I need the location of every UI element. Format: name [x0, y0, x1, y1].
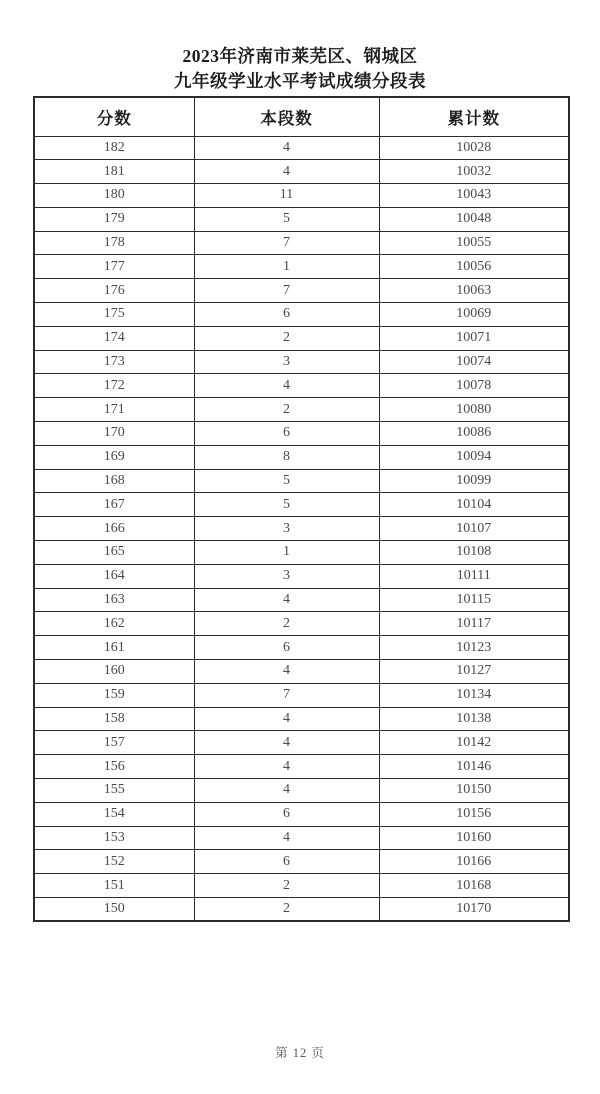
table-cell: 10134 [379, 683, 569, 707]
table-cell: 10071 [379, 326, 569, 350]
table-cell: 159 [34, 683, 194, 707]
table-cell: 169 [34, 445, 194, 469]
table-row [34, 350, 569, 374]
table-row [34, 731, 569, 755]
table-cell: 6 [194, 636, 379, 660]
table-cell: 157 [34, 731, 194, 755]
table-header-row [34, 97, 569, 136]
table-cell: 4 [194, 136, 379, 160]
score-distribution-table [33, 96, 570, 922]
table-row [34, 303, 569, 327]
table-cell: 7 [194, 231, 379, 255]
table-row [34, 898, 569, 922]
table-cell: 10123 [379, 636, 569, 660]
table-cell: 163 [34, 588, 194, 612]
table-row [34, 422, 569, 446]
table-row [34, 588, 569, 612]
table-cell: 10150 [379, 779, 569, 803]
table-row [34, 493, 569, 517]
table-cell: 172 [34, 374, 194, 398]
table-row [34, 850, 569, 874]
page-title [0, 44, 600, 94]
table-cell: 10166 [379, 850, 569, 874]
table-row [34, 469, 569, 493]
table-row [34, 398, 569, 422]
table-cell: 10111 [379, 564, 569, 588]
table-row [34, 184, 569, 208]
table-cell: 4 [194, 826, 379, 850]
table-row [34, 636, 569, 660]
table-cell: 10099 [379, 469, 569, 493]
table-cell: 158 [34, 707, 194, 731]
table-cell: 182 [34, 136, 194, 160]
table-row [34, 802, 569, 826]
table-cell: 165 [34, 541, 194, 565]
table-cell: 5 [194, 207, 379, 231]
table-cell: 10104 [379, 493, 569, 517]
table-row [34, 683, 569, 707]
table-row [34, 255, 569, 279]
table-cell: 167 [34, 493, 194, 517]
table-cell: 166 [34, 517, 194, 541]
table-cell: 156 [34, 755, 194, 779]
table-cell: 1 [194, 541, 379, 565]
table-cell: 10056 [379, 255, 569, 279]
table-cell: 1 [194, 255, 379, 279]
table-cell: 3 [194, 564, 379, 588]
table-row [34, 136, 569, 160]
table-row [34, 541, 569, 565]
table-cell: 179 [34, 207, 194, 231]
table-cell: 150 [34, 898, 194, 922]
table-cell: 10146 [379, 755, 569, 779]
table-cell: 151 [34, 874, 194, 898]
table-cell: 11 [194, 184, 379, 208]
table-cell: 6 [194, 850, 379, 874]
table-cell: 160 [34, 660, 194, 684]
table-cell: 10168 [379, 874, 569, 898]
table-cell: 168 [34, 469, 194, 493]
table-cell: 2 [194, 612, 379, 636]
table-row [34, 707, 569, 731]
table-cell: 10138 [379, 707, 569, 731]
table-cell: 8 [194, 445, 379, 469]
table-cell: 10069 [379, 303, 569, 327]
score-table-body [34, 136, 569, 921]
table-cell: 175 [34, 303, 194, 327]
table-cell: 10160 [379, 826, 569, 850]
table-cell: 155 [34, 779, 194, 803]
table-cell: 10156 [379, 802, 569, 826]
table-cell: 10055 [379, 231, 569, 255]
table-cell: 4 [194, 660, 379, 684]
table-cell: 170 [34, 422, 194, 446]
table-cell: 10127 [379, 660, 569, 684]
table-cell: 10117 [379, 612, 569, 636]
table-cell: 10028 [379, 136, 569, 160]
table-row [34, 826, 569, 850]
table-row [34, 564, 569, 588]
table-cell: 164 [34, 564, 194, 588]
table-cell: 2 [194, 398, 379, 422]
table-cell: 4 [194, 374, 379, 398]
table-cell: 4 [194, 160, 379, 184]
column-header-segment-count: 本段数 [194, 97, 379, 136]
table-cell: 4 [194, 755, 379, 779]
table-row [34, 231, 569, 255]
table-row [34, 160, 569, 184]
title-line-1: 2023年济南市莱芜区、钢城区 [182, 46, 418, 66]
table-cell: 5 [194, 493, 379, 517]
table-cell: 180 [34, 184, 194, 208]
table-row [34, 279, 569, 303]
table-cell: 2 [194, 874, 379, 898]
table-cell: 4 [194, 731, 379, 755]
table-cell: 10170 [379, 898, 569, 922]
table-cell: 177 [34, 255, 194, 279]
table-row [34, 445, 569, 469]
table-cell: 153 [34, 826, 194, 850]
table-cell: 7 [194, 683, 379, 707]
table-cell: 6 [194, 422, 379, 446]
table-cell: 174 [34, 326, 194, 350]
page-number: 第 12 页 [275, 1046, 325, 1060]
table-row [34, 612, 569, 636]
table-cell: 10086 [379, 422, 569, 446]
table-cell: 10063 [379, 279, 569, 303]
table-cell: 154 [34, 802, 194, 826]
column-header-score: 分数 [34, 97, 194, 136]
table-cell: 162 [34, 612, 194, 636]
title-line-2: 九年级学业水平考试成绩分段表 [174, 71, 426, 91]
table-cell: 4 [194, 588, 379, 612]
table-cell: 10108 [379, 541, 569, 565]
table-row [34, 779, 569, 803]
table-cell: 7 [194, 279, 379, 303]
table-cell: 178 [34, 231, 194, 255]
table-row [34, 207, 569, 231]
table-cell: 10043 [379, 184, 569, 208]
table-cell: 10094 [379, 445, 569, 469]
table-cell: 5 [194, 469, 379, 493]
table-row [34, 874, 569, 898]
table-cell: 10032 [379, 160, 569, 184]
table-row [34, 374, 569, 398]
table-cell: 6 [194, 802, 379, 826]
table-cell: 6 [194, 303, 379, 327]
table-cell: 10078 [379, 374, 569, 398]
table-cell: 10115 [379, 588, 569, 612]
table-row [34, 326, 569, 350]
table-cell: 3 [194, 517, 379, 541]
table-cell: 3 [194, 350, 379, 374]
table-cell: 152 [34, 850, 194, 874]
table-cell: 10080 [379, 398, 569, 422]
table-cell: 2 [194, 326, 379, 350]
table-cell: 10074 [379, 350, 569, 374]
table-cell: 181 [34, 160, 194, 184]
table-row [34, 660, 569, 684]
table-cell: 10107 [379, 517, 569, 541]
table-cell: 4 [194, 707, 379, 731]
table-row [34, 755, 569, 779]
table-cell: 10048 [379, 207, 569, 231]
column-header-cumulative-count: 累计数 [379, 97, 569, 136]
table-cell: 176 [34, 279, 194, 303]
table-cell: 4 [194, 779, 379, 803]
table-cell: 2 [194, 898, 379, 922]
table-cell: 173 [34, 350, 194, 374]
table-cell: 161 [34, 636, 194, 660]
table-cell: 171 [34, 398, 194, 422]
table-cell: 10142 [379, 731, 569, 755]
table-row [34, 517, 569, 541]
